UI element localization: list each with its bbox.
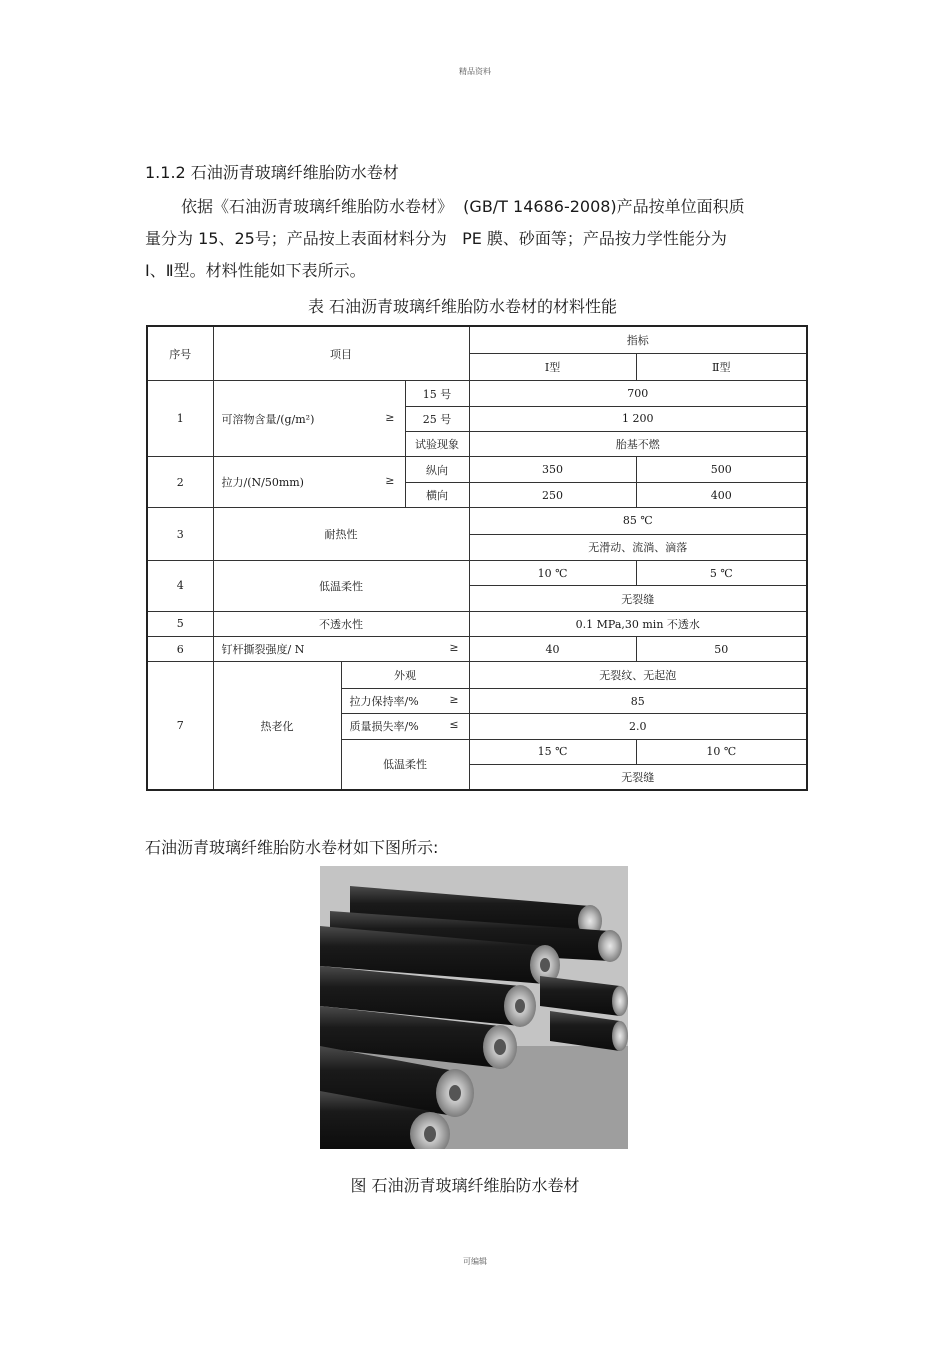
row7-sub: 质量损失率/% ≤ [341, 714, 469, 739]
row1-sub: 试验现象 [405, 432, 469, 457]
paragraph-line: 依据《石油沥青玻璃纤维胎防水卷材》 (GB/T 14686-2008)产品按单位面积质 [181, 197, 745, 216]
page-header: 精品资料 [459, 67, 491, 76]
figure-caption: 图 石油沥青玻璃纤维胎防水卷材 [350, 1176, 580, 1195]
row1-item: 可溶物含量/(g/m²) ≥ [213, 381, 405, 457]
row1-sub: 15 号 [405, 381, 469, 406]
membrane-rolls-photo [320, 866, 628, 1149]
row1-value: 胎基不燃 [469, 432, 807, 457]
row4-item: 低温柔性 [213, 560, 469, 611]
row1-value: 1 200 [469, 406, 807, 431]
row3-item: 耐热性 [213, 508, 469, 561]
row1-no: 1 [147, 381, 213, 457]
row2-sub: 横向 [405, 482, 469, 507]
row7-sub: 低温柔性 [341, 739, 469, 790]
row6-type2: 50 [636, 637, 807, 662]
header-type1: Ⅰ型 [469, 353, 636, 380]
row2-type2: 400 [636, 482, 807, 507]
row2-item: 拉力/(N/50mm) ≥ [213, 457, 405, 508]
figure-lead: 石油沥青玻璃纤维胎防水卷材如下图所示: [145, 838, 439, 857]
row7-item: 热老化 [213, 662, 341, 790]
row7-sub: 外观 [341, 662, 469, 688]
row2-type1: 350 [469, 457, 636, 482]
row1-sub: 25 号 [405, 406, 469, 431]
header-no: 序号 [147, 326, 213, 381]
row7-value: 无裂纹、无起泡 [469, 662, 807, 688]
row6-item: 钉杆撕裂强度/ N ≥ [213, 637, 469, 662]
row4-value: 无裂缝 [469, 586, 807, 611]
row2-type1: 250 [469, 482, 636, 507]
row7-value: 2.0 [469, 714, 807, 739]
row7-value: 85 [469, 688, 807, 713]
row7-no: 7 [147, 662, 213, 790]
row3-no: 3 [147, 508, 213, 561]
row4-type2: 5 ℃ [636, 560, 807, 585]
row7-value: 无裂缝 [469, 764, 807, 790]
material-properties-table [146, 325, 808, 791]
row4-type1: 10 ℃ [469, 560, 636, 585]
row2-type2: 500 [636, 457, 807, 482]
header-item: 项目 [213, 326, 469, 381]
row1-value: 700 [469, 381, 807, 406]
row5-item: 不透水性 [213, 611, 469, 636]
row2-sub: 纵向 [405, 457, 469, 482]
paragraph-line: Ⅰ、Ⅱ型。材料性能如下表所示。 [145, 261, 366, 280]
header-type2: Ⅱ型 [636, 353, 807, 380]
header-index: 指标 [469, 326, 807, 353]
row7-type2: 10 ℃ [636, 739, 807, 764]
row3-value: 85 ℃ [469, 508, 807, 534]
page-footer: 可编辑 [463, 1257, 487, 1266]
table-caption: 表 石油沥青玻璃纤维胎防水卷材的材料性能 [307, 297, 618, 316]
paragraph-line: 量分为 15、25号；产品按上表面材料分为 PE 膜、砂面等；产品按力学性能分为 [145, 229, 727, 248]
row3-value: 无滑动、流淌、滴落 [469, 534, 807, 560]
row2-no: 2 [147, 457, 213, 508]
row5-value: 0.1 MPa,30 min 不透水 [469, 611, 807, 636]
row7-sub: 拉力保持率/% ≥ [341, 688, 469, 713]
row7-type1: 15 ℃ [469, 739, 636, 764]
row4-no: 4 [147, 560, 213, 611]
row6-type1: 40 [469, 637, 636, 662]
row5-no: 5 [147, 611, 213, 636]
body-paragraph [145, 191, 805, 287]
membrane-rolls-illustration [320, 866, 628, 1149]
row6-no: 6 [147, 637, 213, 662]
section-title: 1.1.2 石油沥青玻璃纤维胎防水卷材 [145, 163, 399, 182]
